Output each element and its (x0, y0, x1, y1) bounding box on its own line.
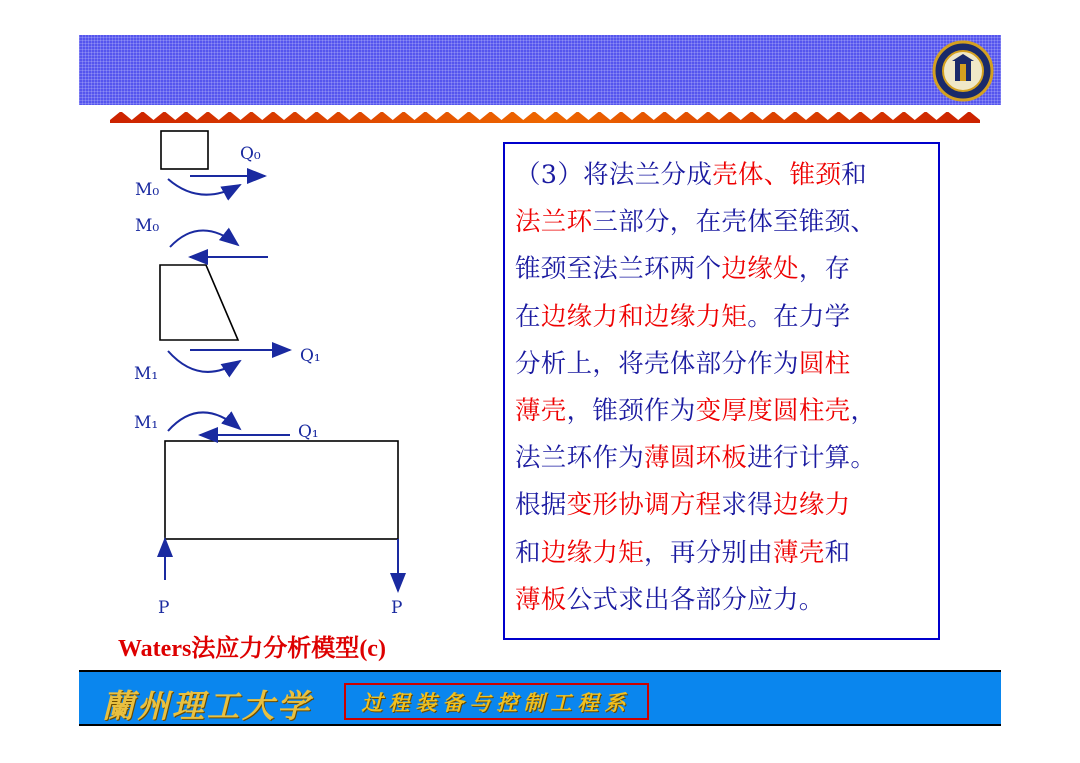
text-segment: 分析上，将壳体部分作为 (515, 348, 799, 379)
text-segment: ， (850, 396, 877, 427)
text-line (515, 294, 932, 341)
text-line (515, 199, 932, 246)
text-segment: 求得 (721, 490, 774, 521)
department-name: 过程装备与控制工程系 (361, 689, 632, 715)
text-segment: 法兰环作为 (515, 443, 645, 474)
text-segment: ，锥颈作为 (566, 396, 696, 427)
label-q1-bottom: Q₁ (298, 422, 319, 442)
text-line (515, 341, 932, 388)
flange-ring-element (165, 441, 398, 539)
highlighted-term: 薄圆环板 (644, 443, 748, 474)
highlighted-term: 薄板 (515, 584, 567, 615)
text-segment: 锥颈至法兰环两个 (515, 254, 722, 285)
highlighted-term: 薄壳 (773, 537, 825, 568)
text-segment: 根据 (515, 490, 567, 521)
text-segment: 在 (515, 301, 541, 332)
text-line (515, 530, 932, 577)
text-segment: ，存 (798, 254, 851, 285)
highlighted-term: 边缘力矩 (540, 537, 645, 568)
university-logo (930, 40, 996, 102)
label-m0-top: M₀ (135, 180, 160, 200)
label-m1-bottom: M₁ (134, 413, 159, 433)
text-segment: 三部分，在壳体至锥颈、 (592, 207, 877, 238)
highlighted-term: 法兰环 (515, 207, 593, 238)
text-segment: （3）将法兰分成 (515, 160, 713, 190)
hub-element (160, 265, 238, 340)
highlighted-term: 变形协调方程 (566, 490, 722, 521)
caption-en: Waters (118, 636, 192, 662)
department-box (344, 683, 649, 720)
decorative-wave-rule (110, 108, 980, 124)
label-m1-top: M₁ (134, 364, 159, 384)
highlighted-term: 壳体、锥颈 (712, 160, 842, 190)
text-line (515, 388, 932, 435)
text-segment: 和 (824, 537, 851, 568)
university-name: 蘭州理工大学 (102, 687, 313, 725)
text-segment: 进行计算。 (747, 443, 877, 474)
text-line (515, 152, 932, 199)
highlighted-term: 薄壳 (515, 396, 567, 427)
text-line (515, 577, 932, 624)
label-q1-top: Q₁ (300, 346, 321, 366)
caption-suffix: (c) (359, 636, 386, 662)
label-p-left: P (158, 598, 170, 618)
text-segment: ，再分别由 (644, 537, 774, 568)
text-line (515, 246, 932, 293)
highlighted-term: 边缘力和边缘力矩 (540, 301, 748, 332)
explanation-text-box (503, 142, 940, 640)
highlighted-term: 圆柱 (798, 348, 851, 379)
text-segment: 和 (841, 160, 867, 190)
text-line (515, 435, 932, 482)
text-segment: 公式求出各部分应力。 (566, 584, 825, 615)
highlighted-term: 边缘处 (721, 254, 799, 285)
diagram-caption (118, 628, 386, 663)
header-banner (79, 35, 1001, 105)
caption-zh: 法应力分析模型 (191, 636, 360, 662)
text-segment: 。在力学 (747, 301, 851, 332)
label-m0-bottom: M₀ (135, 216, 160, 236)
shell-element (161, 131, 208, 169)
label-p-right: P (391, 598, 403, 618)
label-q0: Q₀ (240, 144, 261, 164)
highlighted-term: 变厚度圆柱壳 (695, 396, 851, 427)
flange-force-diagram (130, 125, 440, 625)
highlighted-term: 边缘力 (773, 490, 851, 521)
text-segment: 和 (515, 537, 541, 568)
text-line (515, 482, 932, 529)
